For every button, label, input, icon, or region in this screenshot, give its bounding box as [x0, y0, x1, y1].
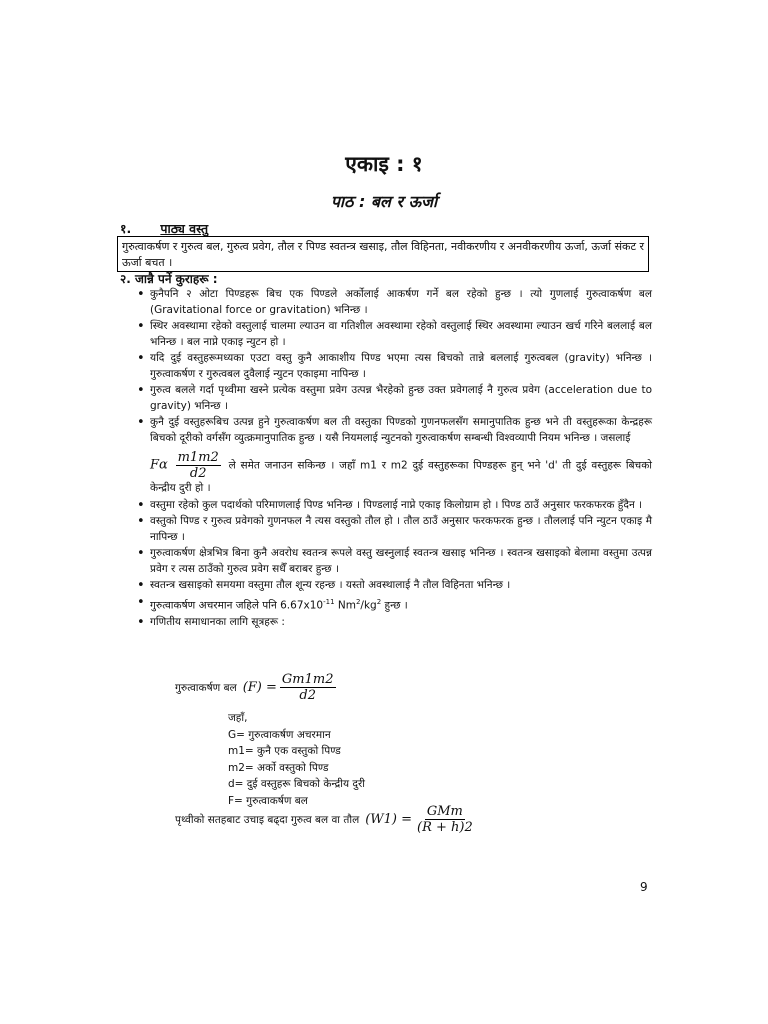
formula-denominator: d2 [299, 688, 317, 703]
unit-title: एकाइ : १ [345, 152, 423, 176]
weight-height-formula [175, 804, 478, 835]
content-box: गुरुत्वाकर्षण र गुरुत्व बल, गुरुत्व प्रवेग, तौल र पिण्ड स्वतन्त्र खसाइ, तौल विहिनता, नवीकरणीय र अनवीकरणीय ऊर्जा, ऊर्जा संकट र ऊर्जा बचत । [117, 236, 649, 272]
formula-label: पृथ्वीको सतहबाट उचाइ बढ्दा गुरुत्व बल वा तौल [175, 813, 360, 826]
list-item: • यदि दुई वस्तुहरूमध्यका एउटा वस्तु कुनै आकाशीय पिण्ड भएमा त्यस बिचको तान्ने बललाई गुरुत्वबल (gravity) भनिन्छ । गुरुत्वाकर्षण र गुरुत्वबल दुवैलाई न्युटन एकाइमा नापिन्छ । [150, 351, 652, 382]
formula-fraction [415, 804, 475, 835]
formula-lhs: (F) = [242, 680, 277, 695]
formula-numerator: Gm1m2 [281, 672, 334, 687]
definition-F: F= गुरुत्वाकर्षण बल [228, 794, 308, 807]
proportional-symbol: α [159, 457, 168, 473]
definition-d: d= दुई वस्तुहरू बिचको केन्द्रीय दुरी [228, 778, 365, 790]
lesson-title: पाठ : बल र ऊर्जा [330, 192, 438, 211]
list-item [150, 415, 652, 497]
formula-lhs: F [150, 457, 160, 473]
list-item [150, 595, 652, 614]
list-item: • स्थिर अवस्थामा रहेको वस्तुलाई चालमा ल्याउन वा गतिशील अवस्थामा रहेको वस्तुलाई स्थिर अवस्थामा ल्याउन खर्च गरिने बललाई बल भनिन्छ । बल नाप्ने एकाइ न्युटन हो । [150, 319, 652, 350]
formula-denominator: d2 [189, 466, 207, 481]
constant-text-end: हुन्छ । [381, 599, 408, 611]
unit-text: /kg [360, 599, 377, 611]
definitions-block [228, 710, 365, 809]
formula-numerator: GMm [426, 804, 463, 819]
section-1-heading [120, 220, 208, 237]
exponent: 2 [376, 597, 382, 606]
definition-G: G= गुरुत्वाकर्षण अचरमान [228, 728, 331, 741]
section-1-number: १. [120, 221, 132, 236]
section-1-label: पाठ्य वस्तु [160, 221, 209, 236]
gravitation-formula [175, 672, 339, 703]
key-points-list [150, 287, 652, 631]
list-item: • गुरुत्व बलले गर्दा पृथ्वीमा खस्ने प्रत्येक वस्तुमा प्रवेग उत्पन्न भैरहेको हुन्छ उक्त प्रवेगलाई नै गुरुत्व प्रवेग (acceleration due to gravity) भनिन्छ । [150, 383, 652, 414]
newton-law-line [150, 450, 652, 497]
exponent: 2 [355, 597, 361, 606]
list-item: • स्वतन्त्र खसाइको समयमा वस्तुमा तौल शून्य रहन्छ । यस्तो अवस्थालाई नै तौल विहिनता भनिन्छ । [150, 578, 652, 594]
list-item: • गणितीय समाधानका लागि सूत्रहरू : [150, 615, 652, 631]
list-item: • वस्तुको पिण्ड र गुरुत्व प्रवेगको गुणनफल नै त्यस वस्तुको तौल हो । तौल ठाउँ अनुसार फरकफरक हुन्छ । तौललाई पनि न्युटन एकाइ मै नापिन्छ । [150, 514, 652, 545]
unit-text: Nm [334, 599, 356, 611]
list-item: • कुनैपनि २ ओटा पिण्डहरू बिच एक पिण्डले अर्कोलाई आकर्षण गर्ने बल रहेको हुन्छ । त्यो गुणलाई गुरुत्वाकर्षण बल (Gravitational force or gravitation) भनिन्छ । [150, 287, 652, 318]
formula-fraction [280, 672, 336, 703]
list-item-text-cont: ले समेत जनाउन सकिन्छ । जहाँ m1 र m2 दुई वस्तुहरूका पिण्डहरू हुन् भने 'd' ती दुई वस्तुहरू बिचको केन्द्रीय दुरी हो । [150, 459, 653, 494]
formula-fraction [176, 450, 221, 481]
list-item-text: कुनै दुई वस्तुहरूबिच उत्पन्न हुने गुरुत्वाकर्षण बल ती वस्तुका पिण्डको गुणनफलसँग समानुपातिक हुन्छ भने ती वस्तुहरूका केन्द्रहरू बिचको दूरीको वर्गसँग व्युत्क्रमानुपातिक हुन्छ । यसै नियमलाई न्युटनको गुरुत्वाकर्षण सम्बन्धी विश्वव्यापी नियम भनिन्छ । जसलाई [150, 416, 652, 444]
formula-denominator: (R + h)2 [417, 820, 473, 835]
page-number: 9 [640, 880, 648, 894]
exponent: -11 [323, 597, 335, 606]
formula-lhs: (W1) = [365, 812, 413, 827]
formula-numerator: m1m2 [177, 450, 219, 465]
definition-m2: m2= अर्को वस्तुको पिण्ड [228, 761, 329, 774]
definition-m1: m1= कुनै एक वस्तुको पिण्ड [228, 745, 341, 757]
formula-label: गुरुत्वाकर्षण बल [175, 681, 237, 694]
list-item: • गुरुत्वाकर्षण क्षेत्रभित्र बिना कुनै अवरोध स्वतन्त्र रूपले वस्तु खस्नुलाई स्वतन्त्र खसाइ भनिन्छ । स्वतन्त्र खसाइको बेलामा वस्तुमा उत्पन्न प्रवेग र त्यस ठाउँको गुरुत्व प्रवेग सधैँ बराबर हुन्छ । [150, 546, 652, 577]
definitions-intro: जहाँ, [228, 712, 248, 724]
constant-text: गुरुत्वाकर्षण अचरमान जहिले पनि 6.67x10 [150, 599, 324, 611]
list-item: • वस्तुमा रहेको कुल पदार्थको परिमाणलाई पिण्ड भनिन्छ । पिण्डलाई नाप्ने एकाइ किलोग्राम हो । पिण्ड ठाउँ अनुसार फरकफरक हुँदैन । [150, 498, 652, 514]
section-2-heading: २. जान्नै पर्ने कुराहरू : [120, 272, 218, 286]
